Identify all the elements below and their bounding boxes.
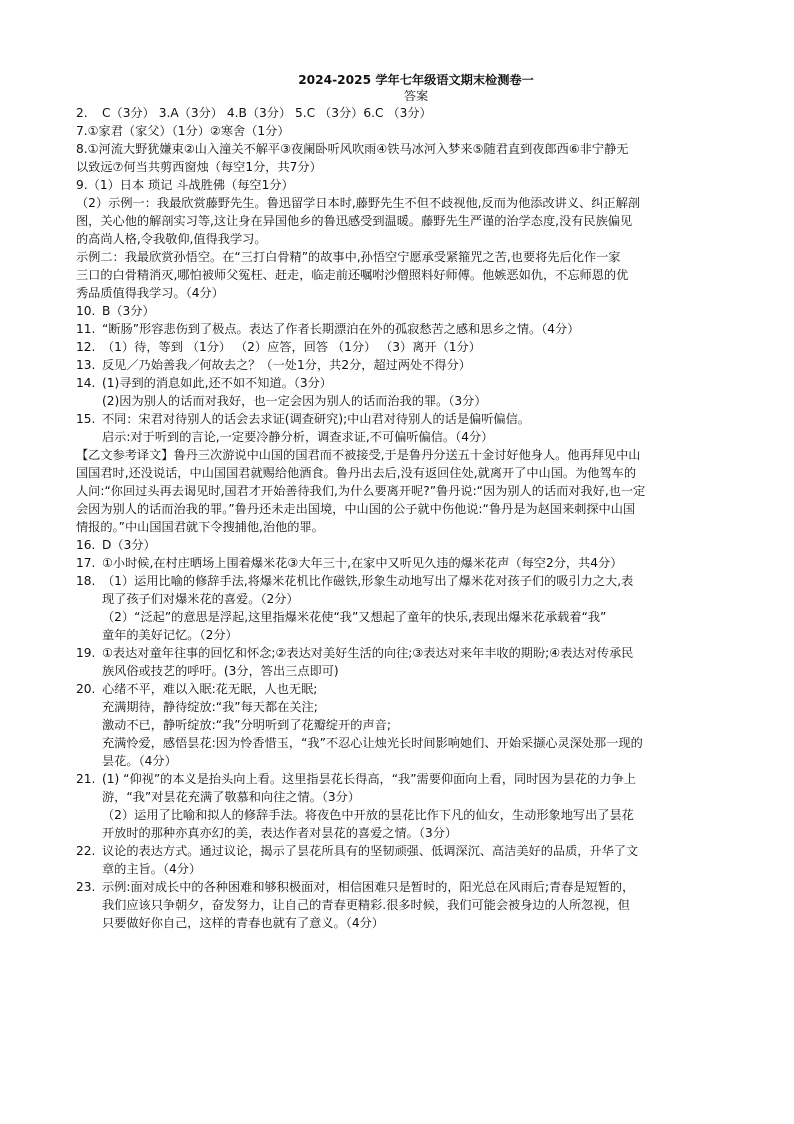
answer-line: 情报的。”中山国国君就下令搜捕他,治他的罪。 xyxy=(76,520,324,534)
answer-text: 议论的表达方式。通过议论，揭示了昙花所具有的坚韧顽强、低调深沉、高洁美好的品质，升华了文 xyxy=(102,844,639,858)
question-number: 13. xyxy=(76,358,96,372)
answer-line xyxy=(76,410,726,428)
question-number: 10. xyxy=(76,304,96,318)
answer-line: 只要做好你自己，这样的青春也就有了意义。（4分） xyxy=(102,916,384,930)
answer-line: 8.①河流大野犹嫌束②山入潼关不解平③夜阑卧听风吹雨④铁马冰河入梦来⑤随君直到夜郎西⑥非宁静无 xyxy=(76,142,629,156)
answer-line xyxy=(76,554,726,572)
page-title: 2024-2025 学年七年级语文期末检测卷一 xyxy=(298,73,534,87)
answer-line: 童年的美好记忆。（2分） xyxy=(102,628,238,642)
question-number: 20. xyxy=(76,682,96,696)
answer-line xyxy=(76,572,726,590)
answer-line: 昙花。（4分） xyxy=(102,754,177,768)
answer-text: 反见／乃始善我／何故去之？（一处1分，共2分，超过两处不得分） xyxy=(102,358,471,372)
question-number: 18. xyxy=(76,574,96,588)
answer-line: 章的主旨。（4分） xyxy=(102,862,202,876)
answer-line xyxy=(76,302,726,320)
answer-line xyxy=(76,338,726,356)
answer-text: （1）待，等到 （1分） （2）应答，回答 （1分） （3）离开（1分） xyxy=(102,340,481,354)
answer-line xyxy=(76,320,726,338)
answer-line: 启示:对于听到的言论,一定要冷静分析，调查求证,不可偏听偏信。（4分） xyxy=(102,430,494,444)
answer-line: （2）运用了比喻和拟人的修辞手法。将夜色中开放的昙花比作下凡的仙女，生动形象地写出了昙花 xyxy=(102,808,634,822)
answer-line: 充满怜爱，感悟昙花:因为怜香惜玉，“我”不忍心让烛光长时间影响她们、开始采撷心灵深处那一现的 xyxy=(102,736,643,750)
page-subtitle: 答案 xyxy=(403,89,429,103)
answer-line: 9.（1）日本 琐记 斗战胜佛（每空1分） xyxy=(76,178,294,192)
question-number: 12. xyxy=(76,340,96,354)
answer-line: 示例二：我最欣赏孙悟空。在“三打白骨精”的故事中,孙悟空宁愿承受紧箍咒之苦,也要将先后化作一家 xyxy=(76,250,621,264)
answer-line: 激动不已，静听绽放:“我”分明听到了花瓣绽开的声音; xyxy=(102,718,391,732)
answer-line: 7.①家君（家父）（1分）②寒舍（1分） xyxy=(76,124,290,138)
answer-line: 的高尚人格,令我敬仰,值得我学习。 xyxy=(76,232,267,246)
answer-line xyxy=(76,644,726,662)
answer-text: (1)寻到的消息如此,还不如不知道。（3分） xyxy=(102,376,332,390)
question-number: 21. xyxy=(76,772,96,786)
answer-sheet xyxy=(76,72,726,932)
answer-line: 充满期待，静待绽放:“我”每天都在关注; xyxy=(102,700,318,714)
answer-line xyxy=(76,680,726,698)
answer-text: D（3分） xyxy=(102,538,156,552)
answer-line: 国国君时,还没说话，中山国国君就赐给他酒食。鲁丹出去后,没有返回住处,就离开了中山国。为他驾车的 xyxy=(76,466,637,480)
answer-line xyxy=(76,770,726,788)
question-number: 11. xyxy=(76,322,96,336)
answer-line xyxy=(76,878,726,896)
question-number: 22. xyxy=(76,844,96,858)
answer-line: 秀品质值得我学习。（4分） xyxy=(76,286,224,300)
answer-line: 人问:“你回过头再去谒见时,国君才开始善待我们,为什么要离开呢?”鲁丹说:“因为别人的话而对我好,也一定 xyxy=(76,484,646,498)
answer-list xyxy=(76,104,726,932)
question-number: 17. xyxy=(76,556,96,570)
answer-line: (2)因为别人的话而对我好，也一定会因为别人的话而治我的罪。（3分） xyxy=(102,394,487,408)
answer-line: 以致远⑦何当共剪西窗烛（每空1分，共7分） xyxy=(76,160,322,174)
answer-line: 开放时的那种亦真亦幻的美，表达作者对昙花的喜爱之情。（3分） xyxy=(102,826,458,840)
answer-line: （2）“泛起”的意思是浮起,这里指爆米花使“我”又想起了童年的快乐,表现出爆米花承载着“我” xyxy=(102,610,607,624)
answer-line xyxy=(76,356,726,374)
question-number: 16. xyxy=(76,538,96,552)
answer-line xyxy=(76,842,726,860)
answer-line xyxy=(76,374,726,392)
answer-text: B（3分） xyxy=(102,304,155,318)
answer-text: ①表达对童年往事的回忆和怀念;②表达对美好生活的向往;③表达对来年丰收的期盼;④表达对传承民 xyxy=(102,646,634,660)
answer-line: （2）示例一：我最欣赏藤野先生。鲁迅留学日本时,藤野先生不但不歧视他,反而为他添改讲义、纠正解剖 xyxy=(76,196,640,210)
answer-text: ①小时候,在村庄晒场上围着爆米花③大年三十,在家中又听见久违的爆米花声（每空2分，共4分） xyxy=(102,556,623,570)
answer-text: （1）运用比喻的修辞手法,将爆米花机比作磁铁,形象生动地写出了爆米花对孩子们的吸引力之大,表 xyxy=(102,574,634,588)
answer-text: 不同：宋君对待别人的话会去求证(调查研究);中山君对待别人的话是偏听偏信。 xyxy=(102,412,530,426)
question-number: 2. xyxy=(76,106,88,120)
question-number: 15. xyxy=(76,412,96,426)
answer-line xyxy=(76,536,726,554)
answer-text: C（3分） 3.A（3分） 4.B（3分） 5.C （3分）6.C （3分） xyxy=(102,106,432,120)
answer-line: 三口的白骨精消灭,哪怕被师父冤枉、赶走，临走前还嘱咐沙僧照料好师傅。他嫉恶如仇，不忘师恩的优 xyxy=(76,268,629,282)
answer-line: 图，关心他的解剖实习等,这让身在异国他乡的鲁迅感受到温暖。藤野先生严谨的治学态度,没有民族偏见 xyxy=(76,214,633,228)
answer-text: “断肠”形容悲伤到了极点。表达了作者长期漂泊在外的孤寂愁苦之感和思乡之情。（4分） xyxy=(102,322,580,336)
answer-text: (1) “仰视”的本义是抬头向上看。这里指昙花长得高，“我”需要仰面向上看，同时因为昙花的力争上 xyxy=(102,772,636,786)
answer-text: 心绪不平，难以入眠:花无眠，人也无眠; xyxy=(102,682,318,696)
answer-line: 现了孩子们对爆米花的喜爱。（2分） xyxy=(102,592,299,606)
answer-line: 我们应该只争朝夕，奋发努力，让自己的青春更精彩.很多时候，我们可能会被身边的人所忽视，但 xyxy=(102,898,630,912)
answer-text: 示例:面对成长中的各种困难和够积极面对，相信困难只是暂时的，阳光总在风雨后;青春是短暂的， xyxy=(102,880,635,894)
answer-line xyxy=(76,104,726,122)
question-number: 19. xyxy=(76,646,96,660)
question-number: 14. xyxy=(76,376,96,390)
answer-line: 游，“我”对昙花充满了敬慕和向往之情。（3分） xyxy=(102,790,361,804)
question-number: 23. xyxy=(76,880,96,894)
answer-line: 会因为别人的话而治我的罪。”鲁丹还未走出国境，中山国的公子就中伤他说:“鲁丹是为赵国来刺探中山国 xyxy=(76,502,636,516)
answer-line: 族风俗或技艺的呼吁。(3分，答出三点即可) xyxy=(102,664,339,678)
answer-line: 【乙文参考译文】鲁丹三次游说中山国的国君而不被接受,于是鲁丹分送五十金讨好他身人。他再拜见中山 xyxy=(76,448,641,462)
